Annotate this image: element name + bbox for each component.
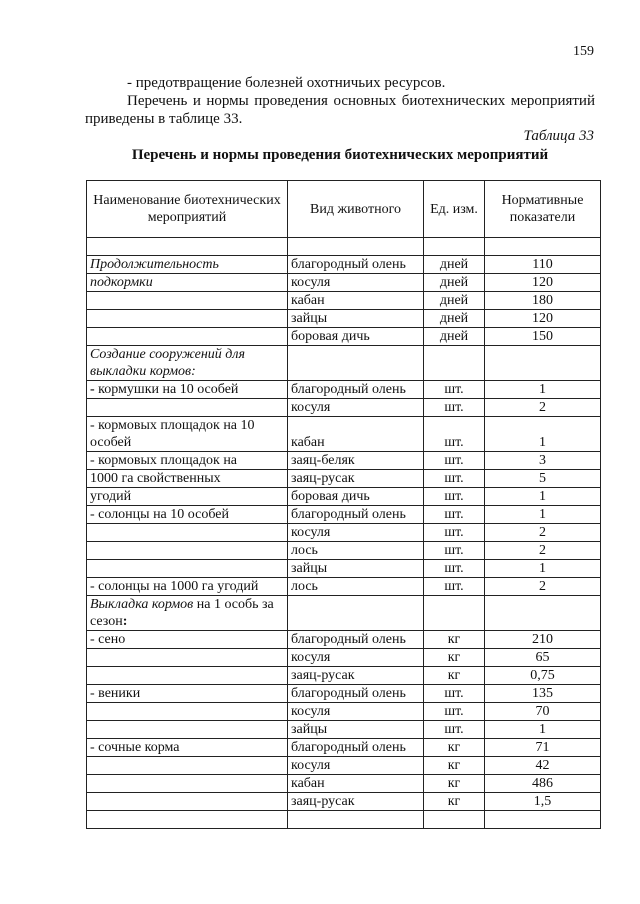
- cell-unit: кг: [424, 757, 485, 775]
- cell-unit: дней: [424, 328, 485, 346]
- cell-unit: кг: [424, 775, 485, 793]
- cell-unit: [424, 596, 485, 631]
- cell-animal: лось: [288, 542, 424, 560]
- header-name: Наименование биотехнических мероприятий: [87, 181, 288, 238]
- cell-animal: [288, 811, 424, 829]
- cell-name: [87, 292, 288, 310]
- cell-unit: кг: [424, 793, 485, 811]
- cell-name: 1000 га свойственных: [87, 470, 288, 488]
- cell-unit: шт.: [424, 488, 485, 506]
- cell-name: - солонцы на 10 особей: [87, 506, 288, 524]
- table-row: [87, 721, 601, 739]
- cell-value: 120: [485, 274, 601, 292]
- paragraph-intro: Перечень и нормы проведения основных биотехнических мероприятий приведены в таблице 33.: [85, 93, 595, 127]
- cell-unit: шт.: [424, 685, 485, 703]
- cell-value: 150: [485, 328, 601, 346]
- header-unit: Ед. изм.: [424, 181, 485, 238]
- cell-unit: кг: [424, 649, 485, 667]
- cell-animal: кабан: [288, 292, 424, 310]
- cell-animal: заяц-русак: [288, 470, 424, 488]
- cell-value: 2: [485, 578, 601, 596]
- table-row: [87, 417, 601, 452]
- cell-unit: дней: [424, 310, 485, 328]
- cell-value: 1: [485, 721, 601, 739]
- cell-animal: кабан: [288, 417, 424, 452]
- cell-unit: шт.: [424, 399, 485, 417]
- cell-animal: зайцы: [288, 721, 424, 739]
- table-row: [87, 346, 601, 381]
- cell-animal: косуля: [288, 524, 424, 542]
- table-title: Перечень и нормы проведения биотехнических мероприятий: [131, 147, 549, 163]
- cell-value: [485, 811, 601, 829]
- cell-value: 486: [485, 775, 601, 793]
- cell-name: [87, 757, 288, 775]
- table-row: [87, 381, 601, 399]
- cell-name: [87, 703, 288, 721]
- cell-unit: шт.: [424, 578, 485, 596]
- table-row: [87, 811, 601, 829]
- cell-unit: дней: [424, 274, 485, 292]
- table-row: [87, 274, 601, 292]
- cell-value: [485, 596, 601, 631]
- cell-name: - кормовых площадок на 10 особей: [87, 417, 288, 452]
- cell-unit: кг: [424, 739, 485, 757]
- cell-name: [87, 667, 288, 685]
- cell-value: 210: [485, 631, 601, 649]
- table-row: [87, 542, 601, 560]
- cell-name: [87, 310, 288, 328]
- cell-unit: шт.: [424, 703, 485, 721]
- table-row: [87, 631, 601, 649]
- cell-name: - солонцы на 1000 га угодий: [87, 578, 288, 596]
- cell-animal: [288, 346, 424, 381]
- cell-animal: лось: [288, 578, 424, 596]
- cell-unit: дней: [424, 292, 485, 310]
- cell-animal: благородный олень: [288, 631, 424, 649]
- table-header-row: [87, 181, 601, 238]
- cell-name-italic: Выкладка кормов: [90, 597, 194, 612]
- table-row: [87, 238, 601, 256]
- table-row: [87, 452, 601, 470]
- cell-value: 1: [485, 417, 601, 452]
- cell-value: 1: [485, 560, 601, 578]
- cell-animal: боровая дичь: [288, 328, 424, 346]
- cell-unit: [424, 811, 485, 829]
- table-row: [87, 775, 601, 793]
- cell-value: 65: [485, 649, 601, 667]
- cell-animal: кабан: [288, 775, 424, 793]
- table-label: Таблица 33: [523, 128, 594, 144]
- cell-name: [87, 381, 288, 399]
- cell-name: Создание сооружений для выкладки кормов:: [87, 346, 288, 381]
- table-row: [87, 703, 601, 721]
- cell-value: 1: [485, 488, 601, 506]
- cell-value: 70: [485, 703, 601, 721]
- cell-value: 3: [485, 452, 601, 470]
- cell-unit: шт.: [424, 721, 485, 739]
- table-row: [87, 256, 601, 274]
- norms-table: [86, 180, 601, 829]
- cell-name: угодий: [87, 488, 288, 506]
- cell-unit: [424, 346, 485, 381]
- cell-name-text: кормушки на 10 особей: [94, 382, 239, 397]
- cell-animal: зайцы: [288, 310, 424, 328]
- table-row: [87, 524, 601, 542]
- cell-unit: шт.: [424, 417, 485, 452]
- cell-value: 120: [485, 310, 601, 328]
- cell-animal: зайцы: [288, 560, 424, 578]
- cell-value: 1: [485, 381, 601, 399]
- table-row: [87, 488, 601, 506]
- cell-unit: шт.: [424, 524, 485, 542]
- cell-name-text: на 1 особь за сезон: [90, 597, 274, 629]
- table-row: [87, 757, 601, 775]
- cell-value: 2: [485, 524, 601, 542]
- cell-value: 71: [485, 739, 601, 757]
- cell-unit: [424, 238, 485, 256]
- cell-name: - кормовых площадок на: [87, 452, 288, 470]
- cell-animal: боровая дичь: [288, 488, 424, 506]
- cell-value: 110: [485, 256, 601, 274]
- table-row: [87, 578, 601, 596]
- cell-name-dash: -: [90, 382, 95, 397]
- cell-value: 42: [485, 757, 601, 775]
- table-row: [87, 292, 601, 310]
- cell-name: [87, 560, 288, 578]
- cell-animal: благородный олень: [288, 381, 424, 399]
- cell-unit: шт.: [424, 452, 485, 470]
- cell-value: 1,5: [485, 793, 601, 811]
- cell-name: подкормки: [87, 274, 288, 292]
- cell-animal: благородный олень: [288, 256, 424, 274]
- cell-value: 0,75: [485, 667, 601, 685]
- table-row: [87, 685, 601, 703]
- table-row: [87, 399, 601, 417]
- cell-name: [87, 542, 288, 560]
- cell-animal: заяц-беляк: [288, 452, 424, 470]
- cell-name: Продолжительность: [87, 256, 288, 274]
- cell-unit: шт.: [424, 506, 485, 524]
- cell-name: [87, 596, 288, 631]
- cell-name: - сочные корма: [87, 739, 288, 757]
- cell-value: 2: [485, 399, 601, 417]
- cell-animal: [288, 238, 424, 256]
- cell-name: - сено: [87, 631, 288, 649]
- cell-name: [87, 793, 288, 811]
- cell-name: [87, 238, 288, 256]
- cell-value: [485, 346, 601, 381]
- cell-value: 2: [485, 542, 601, 560]
- cell-unit: шт.: [424, 560, 485, 578]
- cell-name: [87, 775, 288, 793]
- table-row: [87, 596, 601, 631]
- page-number: 159: [573, 44, 594, 59]
- cell-unit: кг: [424, 631, 485, 649]
- cell-animal: благородный олень: [288, 685, 424, 703]
- cell-unit: шт.: [424, 470, 485, 488]
- header-animal: Вид животного: [288, 181, 424, 238]
- cell-animal: заяц-русак: [288, 793, 424, 811]
- cell-name: [87, 721, 288, 739]
- cell-value: [485, 238, 601, 256]
- cell-animal: заяц-русак: [288, 667, 424, 685]
- cell-unit: дней: [424, 256, 485, 274]
- table-row: [87, 328, 601, 346]
- cell-animal: косуля: [288, 274, 424, 292]
- cell-value: 1: [485, 506, 601, 524]
- cell-name: [87, 399, 288, 417]
- table-row: [87, 667, 601, 685]
- table-row: [87, 470, 601, 488]
- table-row: [87, 560, 601, 578]
- cell-animal: [288, 596, 424, 631]
- cell-unit: шт.: [424, 542, 485, 560]
- table-row: [87, 649, 601, 667]
- cell-value: 5: [485, 470, 601, 488]
- paragraph-prevention: - предотвращение болезней охотничьих ресурсов.: [127, 75, 446, 91]
- cell-name: [87, 811, 288, 829]
- cell-name: [87, 524, 288, 542]
- cell-animal: косуля: [288, 399, 424, 417]
- cell-animal: благородный олень: [288, 506, 424, 524]
- cell-animal: косуля: [288, 649, 424, 667]
- cell-name: - веники: [87, 685, 288, 703]
- cell-animal: косуля: [288, 757, 424, 775]
- cell-value: 135: [485, 685, 601, 703]
- cell-value: 180: [485, 292, 601, 310]
- cell-name-colon: :: [122, 614, 128, 629]
- table-row: [87, 310, 601, 328]
- cell-animal: благородный олень: [288, 739, 424, 757]
- cell-name: [87, 328, 288, 346]
- table-row: [87, 793, 601, 811]
- table-row: [87, 739, 601, 757]
- cell-unit: шт.: [424, 381, 485, 399]
- header-norm: Нормативные показатели: [485, 181, 601, 238]
- cell-unit: кг: [424, 667, 485, 685]
- table-row: [87, 506, 601, 524]
- cell-animal: косуля: [288, 703, 424, 721]
- cell-name: [87, 649, 288, 667]
